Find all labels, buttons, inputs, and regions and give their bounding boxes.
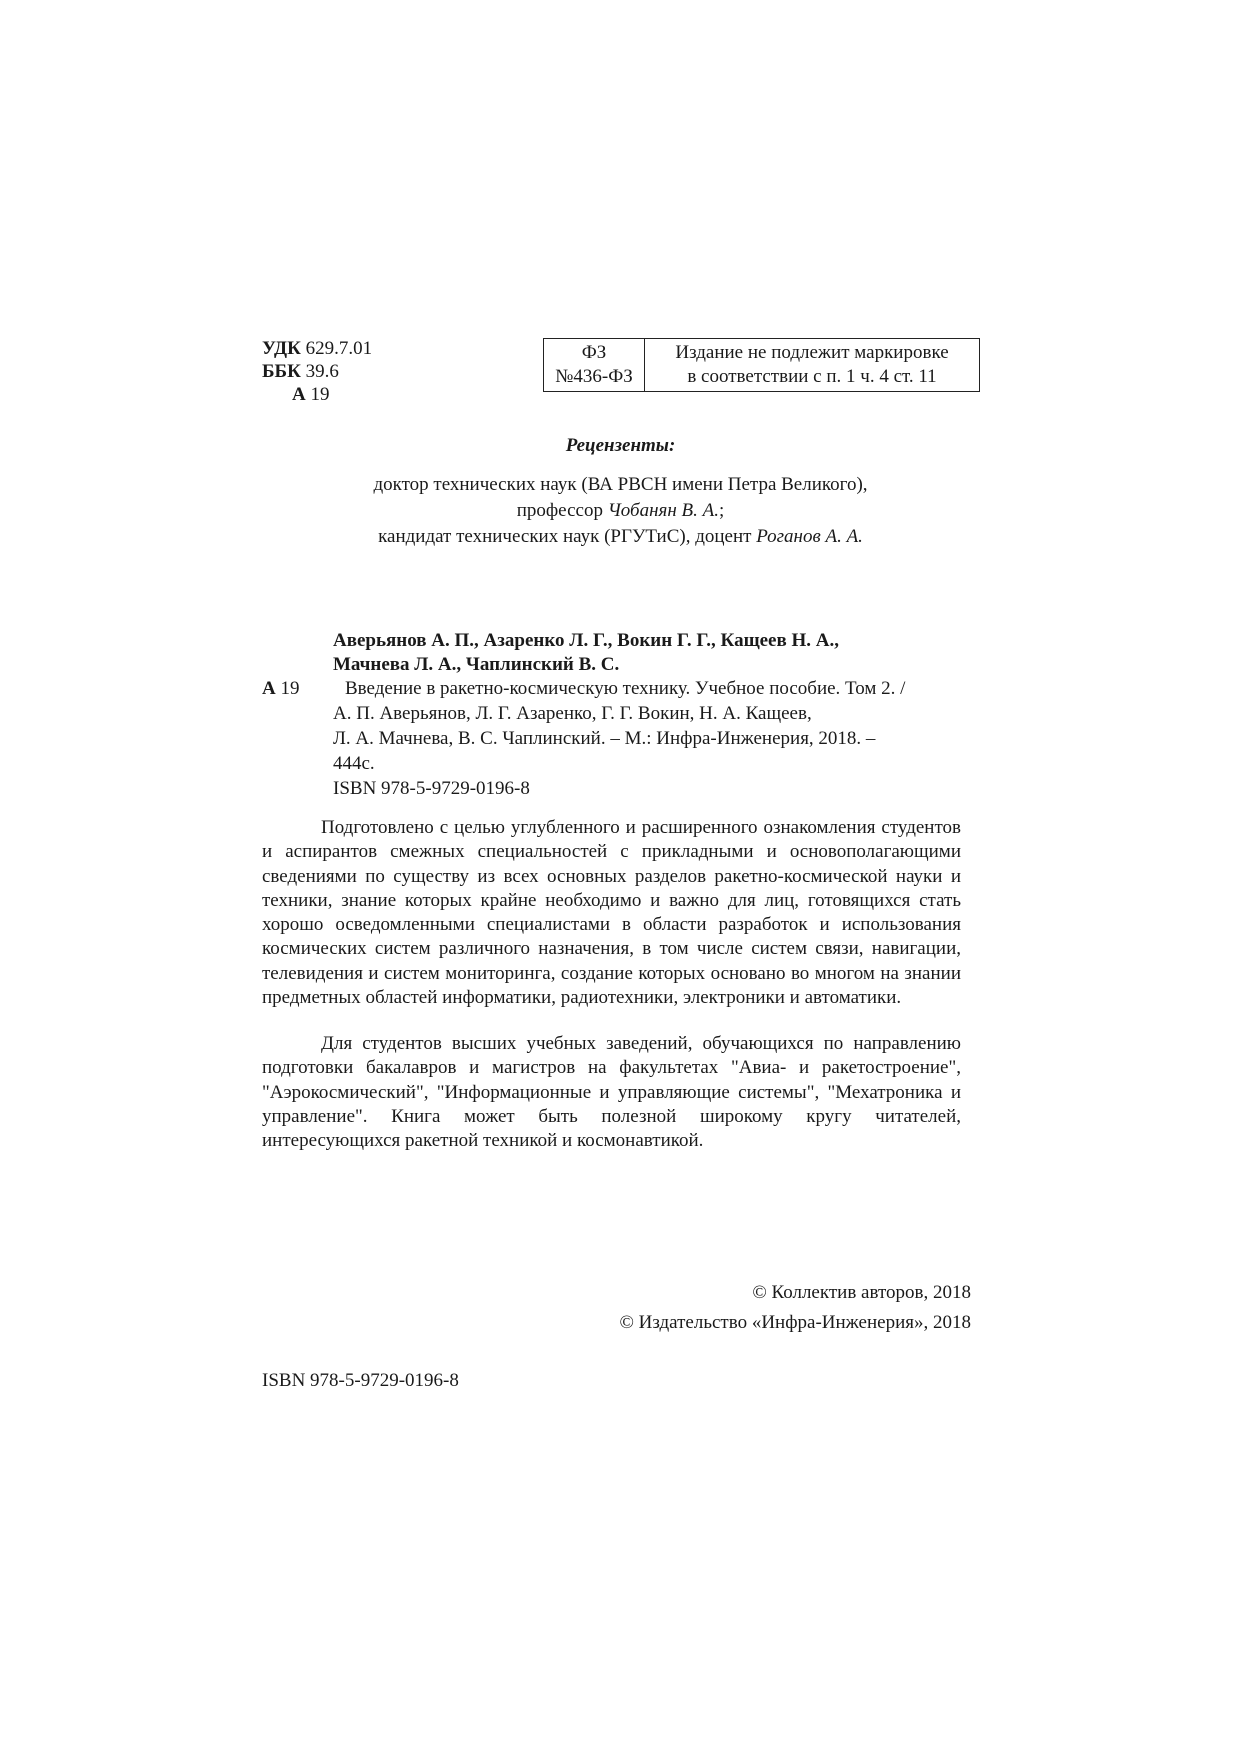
author-sign-line bbox=[262, 383, 372, 406]
classification-block bbox=[262, 337, 372, 406]
reviewer-2-affiliation: кандидат технических наук (РГУТиС), доцент bbox=[378, 526, 757, 547]
bib-line-1: Введение в ракетно-космическую технику. Учебное пособие. Том 2. / bbox=[345, 678, 906, 699]
bib-line-2: А. П. Аверьянов, Л. Г. Азаренко, Г. Г. Вокин, Н. А. Кащеев, bbox=[333, 703, 812, 724]
reviewers-list bbox=[0, 472, 1241, 550]
isbn: ISBN 978-5-9729-0196-8 bbox=[262, 1370, 459, 1391]
fz-note-line1: Издание не подлежит маркировке bbox=[675, 342, 949, 363]
bib-description bbox=[333, 676, 905, 801]
bib-sign-number: 19 bbox=[280, 678, 300, 699]
fz-marking-table bbox=[543, 338, 980, 392]
author-sign-number: 19 bbox=[310, 384, 330, 405]
udk-value: 629.7.01 bbox=[305, 338, 373, 359]
bib-line-4: 444с. bbox=[333, 753, 375, 774]
copyright-authors: © Коллектив авторов, 2018 bbox=[752, 1282, 971, 1303]
authors-heading bbox=[333, 629, 839, 677]
bib-author-sign bbox=[262, 676, 299, 701]
bbk-line bbox=[262, 360, 372, 383]
udk-line bbox=[262, 337, 372, 360]
fz-note-cell bbox=[645, 339, 979, 391]
fz-law-cell bbox=[544, 339, 645, 391]
reviewer-1-title: профессор bbox=[516, 500, 608, 521]
bbk-value: 39.6 bbox=[305, 361, 339, 382]
fz-label: ФЗ bbox=[581, 342, 607, 363]
bib-sign-letter: А bbox=[262, 678, 276, 699]
reviewer-1-affiliation: доктор технических наук (ВА РВСН имени Петра Великого), bbox=[373, 474, 868, 495]
fz-number: №436-ФЗ bbox=[555, 366, 633, 387]
reviewer-1-separator: ; bbox=[719, 500, 725, 521]
reviewer-2-line bbox=[0, 524, 1241, 550]
authors-line-2: Мачнева Л. А., Чаплинский В. С. bbox=[333, 654, 620, 675]
copyright-block bbox=[0, 1278, 971, 1338]
annotation-paragraph-1: Подготовлено с целью углубленного и расширенного ознакомления студентов и аспирантов смежных специальностей с прикладными и основополагающими сведениями по существу из всех основных разделов ракетно-космической науки и техники, знание которых крайне необходимо и важно для лиц, готовящихся стать хорошо осведомленными специалистами в области разработок и использования космических систем различного назначения, в том числе систем связи, навигации, телевидения и систем мониторинга, создание которых основано во многом на знании предметных областей информатики, радиотехники, электроники и автоматики. bbox=[262, 817, 961, 1009]
reviewers-title: Рецензенты: bbox=[565, 435, 676, 456]
copyright-publisher: © Издательство «Инфра-Инженерия», 2018 bbox=[619, 1312, 971, 1333]
bib-line-5: ISBN 978-5-9729-0196-8 bbox=[333, 778, 530, 799]
reviewer-1-name-line bbox=[0, 498, 1241, 524]
fz-note-line2: в соответствии с п. 1 ч. 4 ст. 11 bbox=[687, 366, 937, 387]
author-sign-letter: А bbox=[292, 384, 306, 405]
bib-line-3: Л. А. Мачнева, В. С. Чаплинский. – М.: Инфра-Инженерия, 2018. – bbox=[333, 728, 876, 749]
udk-label: УДК bbox=[262, 338, 301, 359]
authors-line-1: Аверьянов А. П., Азаренко Л. Г., Вокин Г. Г., Кащеев Н. А., bbox=[333, 630, 839, 651]
annotation-paragraph-2: Для студентов высших учебных заведений, обучающихся по направлению подготовки бакалавров и магистров на факультетах "Авиа- и ракетостроение", "Аэрокосмический", "Информационные и управляющие системы", "Мехатроника и управление". Книга может быть полезной широкому кругу читателей, интересующихся ракетной техникой и космонавтикой. bbox=[262, 1033, 961, 1152]
reviewer-2-name: Роганов А. А. bbox=[756, 526, 863, 547]
reviewer-1-name: Чобанян В. А. bbox=[607, 500, 720, 521]
bbk-label: ББК bbox=[262, 361, 301, 382]
